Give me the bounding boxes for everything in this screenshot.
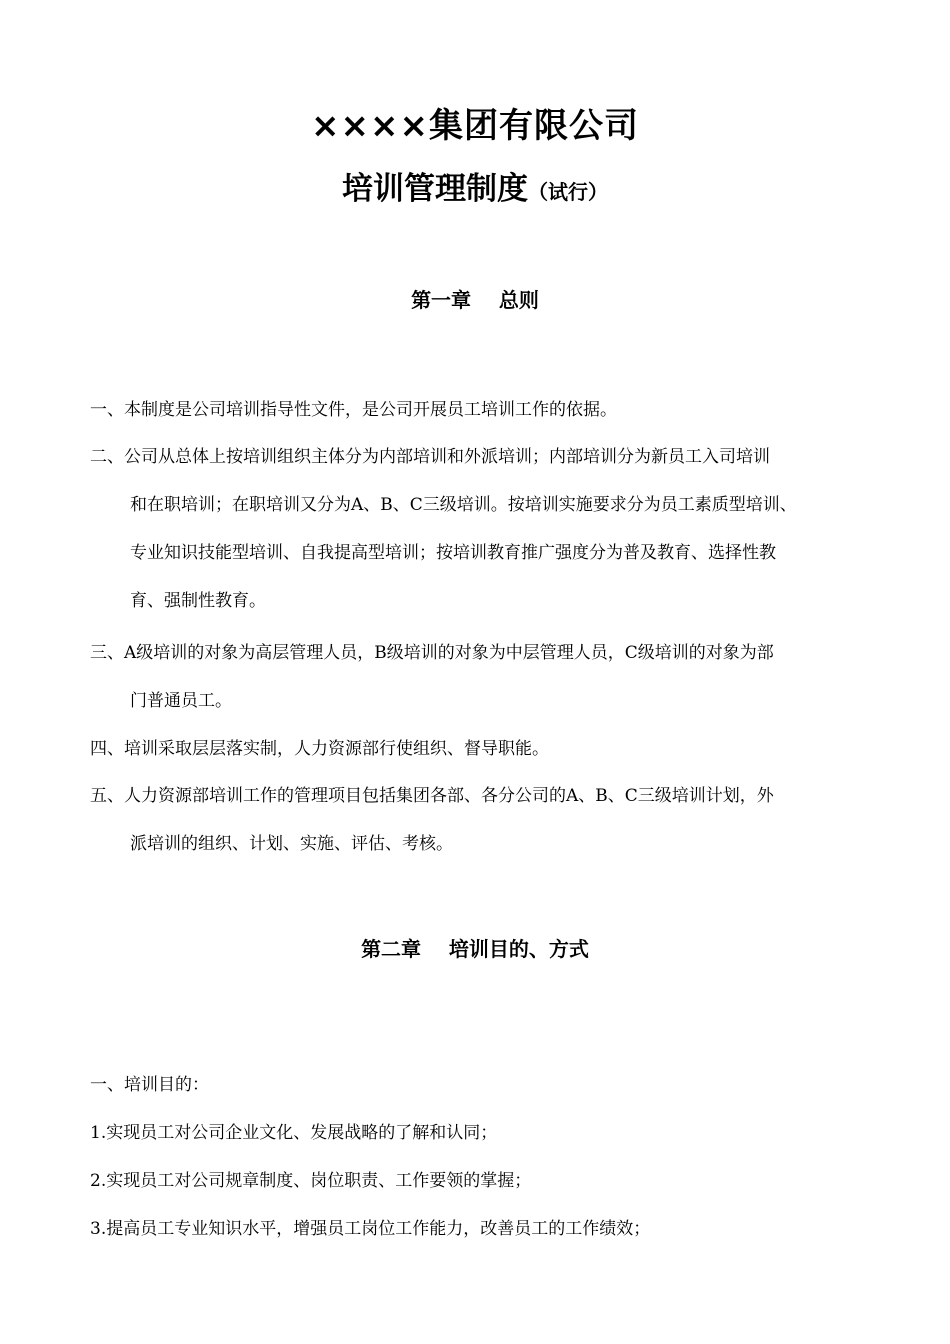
paragraph-line: 育、强制性教育。 bbox=[130, 591, 266, 611]
paragraph-line: 五、人力资源部培训工作的管理项目包括集团各部、各分公司的A、B、C三级培训计划，外 bbox=[90, 786, 774, 806]
document-title bbox=[0, 164, 950, 217]
paragraph-line: 四、培训采取层层落实制，人力资源部行使组织、督导职能。 bbox=[90, 739, 549, 759]
paragraph-line: 一、培训目的： bbox=[90, 1075, 209, 1095]
paragraph-line: 一、本制度是公司培训指导性文件，是公司开展员工培训工作的依据。 bbox=[90, 400, 617, 420]
chapter-2-heading: 第二章 培训目的、方式 bbox=[361, 937, 589, 961]
paragraph-line: 3.提高员工专业知识水平，增强员工岗位工作能力，改善员工的工作绩效； bbox=[90, 1219, 651, 1239]
paragraph-line: 2.实现员工对公司规章制度、岗位职责、工作要领的掌握； bbox=[90, 1171, 532, 1191]
chapter-1-heading: 第一章 总则 bbox=[411, 288, 539, 312]
chapter-1-item-1 bbox=[90, 386, 880, 434]
paragraph-line: 派培训的组织、计划、实施、评估、考核。 bbox=[130, 834, 453, 854]
paragraph-line: 二、公司从总体上按培训组织主体分为内部培训和外派培训；内部培训分为新员工入司培训 bbox=[90, 447, 770, 467]
paragraph-line: 1.实现员工对公司企业文化、发展战略的了解和认同； bbox=[90, 1123, 498, 1143]
paragraph-line: 和在职培训；在职培训又分为A、B、C三级培训。按培训实施要求分为员工素质型培训、 bbox=[130, 495, 797, 515]
chapter-1-item-3 bbox=[90, 629, 880, 725]
paragraph-line: 门普通员工。 bbox=[130, 691, 232, 711]
chapter-1-item-2 bbox=[90, 433, 880, 625]
document-title-suffix: （试行） bbox=[528, 180, 608, 204]
chapter-1-item-5 bbox=[90, 772, 880, 868]
chapter-2-body bbox=[90, 1061, 880, 1253]
paragraph-line: 三、A级培训的对象为高层管理人员，B级培训的对象为中层管理人员，C级培训的对象为部 bbox=[90, 643, 774, 663]
company-title: ××××集团有限公司 bbox=[311, 106, 639, 146]
paragraph-line: 专业知识技能型培训、自我提高型培训；按培训教育推广强度分为普及教育、选择性教 bbox=[130, 543, 776, 563]
document-title-main: 培训管理制度 bbox=[342, 171, 528, 207]
chapter-1-item-4 bbox=[90, 725, 880, 773]
